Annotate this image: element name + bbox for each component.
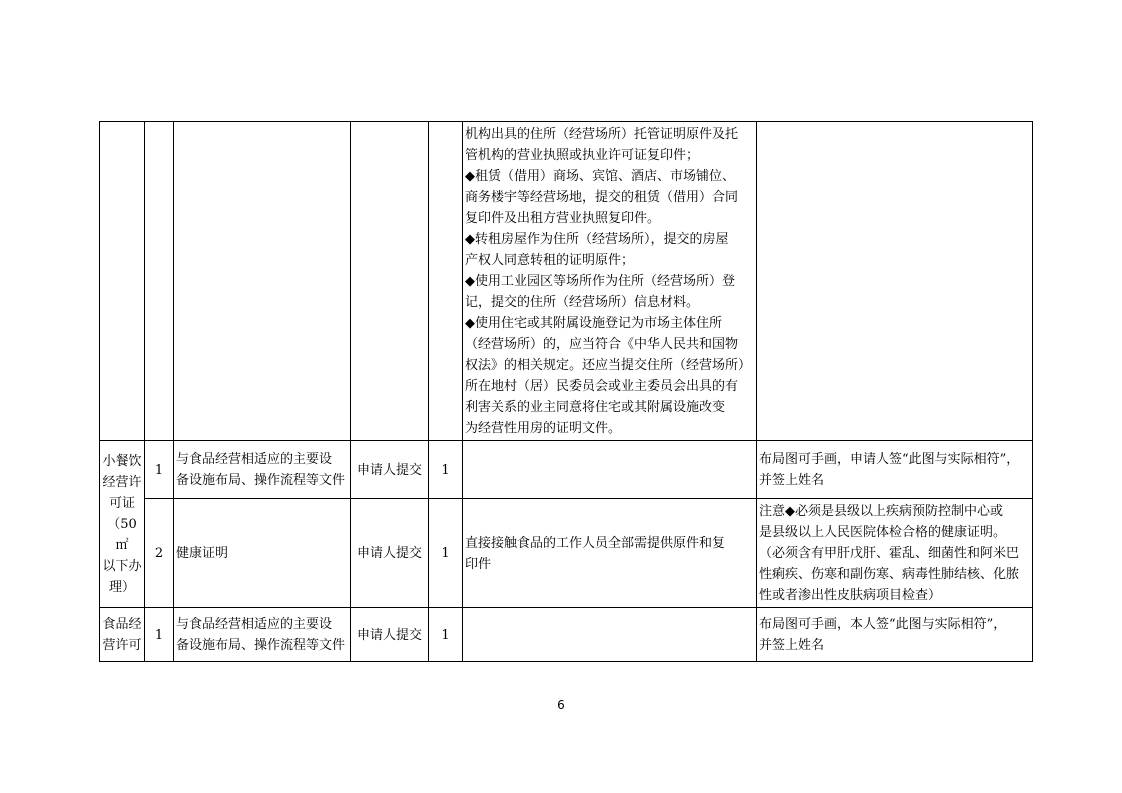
table-row — [100, 499, 1033, 608]
submit-method: 申请人提交 — [351, 608, 429, 662]
text-line: 机构出具的住所（经营场所）托管证明原件及托 — [465, 127, 739, 142]
requirement-cell — [463, 441, 757, 499]
category-cell-empty — [100, 122, 145, 441]
row-number: 1 — [145, 441, 174, 499]
text-line: 所在地村（居）民委员会或业主委员会出具的有 — [465, 379, 739, 394]
requirement-cell-continued — [463, 122, 757, 441]
text-line: 管机构的营业执照或执业许可证复印件； — [465, 148, 700, 163]
method-cell-empty — [351, 122, 429, 441]
text-line: ◆租赁（借用）商场、宾馆、酒店、市场铺位、 — [465, 169, 735, 184]
copies-count: 1 — [429, 441, 463, 499]
text-line: 产权人同意转租的证明原件； — [465, 253, 635, 268]
text-line: 记，提交的住所（经营场所）信息材料。 — [465, 295, 700, 310]
notes-cell: 布局图可手画，本人签“此图与实际相符”， 并签上姓名 — [757, 608, 1033, 662]
notes-cell-empty — [757, 122, 1033, 441]
submit-method: 申请人提交 — [351, 499, 429, 608]
text-line: 复印件及出租方营业执照复印件。 — [465, 211, 661, 226]
text-line: ◆使用工业园区等场所作为住所（经营场所）登 — [465, 274, 735, 289]
table-row — [100, 608, 1033, 662]
qty-cell-empty — [429, 122, 463, 441]
text-line: 利害关系的业主同意将住宅或其附属设施改变 — [465, 400, 726, 415]
requirement-cell — [463, 608, 757, 662]
copies-count: 1 — [429, 608, 463, 662]
num-cell-empty — [145, 122, 174, 441]
notes-cell: 注意◆必须是县级以上疾病预防控制中心或 是县级以上人民医院体检合格的健康证明。 （必须含有甲肝戊肝、霍乱、细菌性和阿米巴 性痢疾、伤寒和副伤寒、病毒性肺结核、化脓 性或者渗出性皮肤病项目检查） — [757, 499, 1033, 608]
text-line: 商务楼宇等经营场地，提交的租赁（借用）合同 — [465, 190, 739, 205]
submit-method: 申请人提交 — [351, 441, 429, 499]
text-line: ◆使用住宅或其附属设施登记为市场主体住所 — [465, 316, 722, 331]
page-number: 6 — [557, 698, 565, 712]
table-row — [100, 441, 1033, 499]
table-row-continued — [100, 122, 1033, 441]
material-cell-empty — [174, 122, 351, 441]
notes-cell: 布局图可手画，申请人签“此图与实际相符”， 并签上姓名 — [757, 441, 1033, 499]
row-number: 1 — [145, 608, 174, 662]
material-name: 与食品经营相适应的主要设 备设施布局、操作流程等文件 — [174, 441, 351, 499]
material-name: 与食品经营相适应的主要设 备设施布局、操作流程等文件 — [174, 608, 351, 662]
requirement-cell: 直接接触食品的工作人员全部需提供原件和复 印件 — [463, 499, 757, 608]
materials-table — [99, 121, 1033, 662]
copies-count: 1 — [429, 499, 463, 608]
text-line: ◆转租房屋作为住所（经营场所），提交的房屋 — [465, 232, 729, 247]
text-line: 权法》的相关规定。还应当提交住所（经营场所） — [465, 358, 752, 373]
text-line: 为经营性用房的证明文件。 — [465, 421, 622, 436]
row-number: 2 — [145, 499, 174, 608]
text-line: （经营场所）的，应当符合《中华人民共和国物 — [465, 337, 739, 352]
category-cell-food-business: 食品经 营许可 — [100, 608, 145, 662]
material-name: 健康证明 — [174, 499, 351, 608]
category-cell-small-catering: 小餐饮 经营许 可证 （50㎡ 以下办 理） — [100, 441, 145, 608]
